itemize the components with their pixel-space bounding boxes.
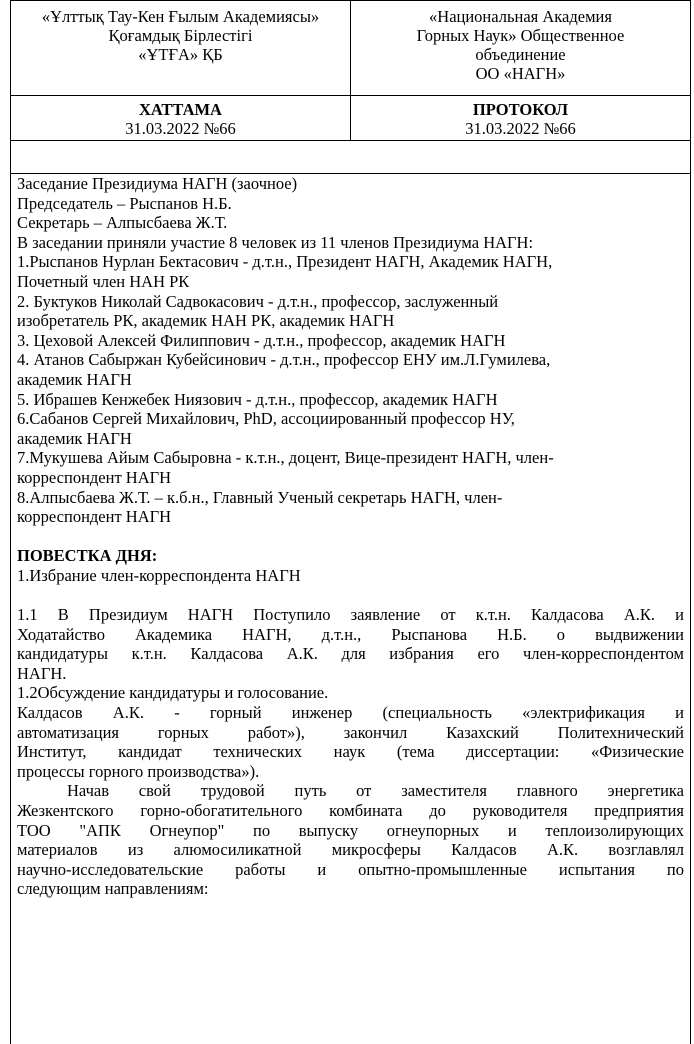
- doc-title-ru: ПРОТОКОЛ: [472, 100, 569, 119]
- org-name-ru-line: объединение: [475, 45, 566, 64]
- member-line: 3. Цеховой Алексей Филиппович - д.т.н., профессор, академик НАГН: [17, 330, 506, 350]
- paragraph-line: материалов из алюмосиликатной микросферы Калдасов А.К. возглавлял: [17, 840, 684, 860]
- org-name-kz-line: «ҰТҒА» ҚБ: [138, 45, 223, 64]
- member-line: изобретатель РК, академик НАН РК, академик НАГН: [17, 311, 395, 331]
- paragraph-line: Институт, кандидат технических наук (тема диссертации: «Физические: [17, 742, 684, 762]
- header-left-org: [11, 1, 351, 96]
- org-name-ru-line: ОО «НАГН»: [475, 64, 566, 83]
- doc-date-kz: 31.03.2022 №66: [125, 119, 236, 138]
- header-left-doc: [11, 96, 351, 141]
- agenda-item: 1.Избрание член-корреспондента НАГН: [17, 565, 301, 585]
- member-line: 5. Ибрашев Кенжебек Ниязович - д.т.н., профессор, академик НАГН: [17, 389, 498, 409]
- secretary-line: Секретарь – Алпысбаева Ж.Т.: [17, 213, 228, 233]
- paragraph-line: Ходатайство Академика НАГН, д.т.н., Рыспанова Н.Б. о выдвижении: [17, 624, 684, 644]
- org-name-kz-line: «Ұлттық Тау-Кен Ғылым Академиясы»: [41, 7, 320, 26]
- paragraph-line: следующим направлениям:: [17, 879, 209, 899]
- header-right-org: [351, 1, 691, 96]
- member-line: 8.Алпысбаева Ж.Т. – к.б.н., Главный Ученый секретарь НАГН, член-: [17, 487, 503, 507]
- agenda-subitem: 1.2Обсуждение кандидатуры и голосование.: [17, 683, 329, 703]
- org-name-ru-line: Горных Наук» Общественное: [416, 26, 625, 45]
- document-body: [10, 174, 691, 1044]
- agenda-title: ПОВЕСТКА ДНЯ:: [17, 546, 158, 566]
- paragraph-line: кандидатуры к.т.н. Калдасова А.К. для избрания его член-корреспондентом: [17, 644, 684, 664]
- paragraph-line: Начав свой трудовой путь от заместителя главного энергетика: [67, 781, 684, 801]
- meeting-title: Заседание Президиума НАГН (заочное): [17, 174, 298, 193]
- doc-date-ru: 31.03.2022 №66: [465, 119, 576, 138]
- paragraph-line: научно-исследовательские работы и опытно-промышленные испытания по: [17, 859, 684, 879]
- org-name-kz-line: Қоғамдық Бірлестігі: [108, 26, 253, 45]
- paragraph-line: процессы горного производства»).: [17, 761, 260, 781]
- member-line: академик НАГН: [17, 428, 132, 448]
- member-line: 4. Атанов Сабыржан Кубейсинович - д.т.н., профессор ЕНУ им.Л.Гумилева,: [17, 350, 551, 370]
- header-right-doc: [351, 96, 691, 141]
- org-name-ru-line: «Национальная Академия: [429, 7, 612, 26]
- paragraph-line: 1.1 В Президиум НАГН Поступило заявление от к.т.н. Калдасова А.К. и: [17, 605, 684, 625]
- member-line: 1.Рыспанов Нурлан Бектасович - д.т.н., Президент НАГН, Академик НАГН,: [17, 252, 553, 272]
- member-line: корреспондент НАГН: [17, 467, 172, 487]
- member-line: 7.Мукушева Айым Сабыровна - к.т.н., доцент, Вице-президент НАГН, член-: [17, 448, 554, 468]
- attendance-line: В заседании приняли участие 8 человек из 11 членов Президиума НАГН:: [17, 232, 534, 252]
- member-line: корреспондент НАГН: [17, 507, 172, 527]
- paragraph-line: Калдасов А.К. - горный инженер (специальность «электрификация и: [17, 703, 684, 723]
- member-line: академик НАГН: [17, 369, 132, 389]
- paragraph-line: НАГН.: [17, 663, 67, 683]
- member-line: Почетный член НАН РК: [17, 271, 190, 291]
- paragraph-line: Жезкентского горно-обогатительного комбината до руководителя предприятия: [17, 801, 684, 820]
- member-line: 6.Сабанов Сергей Михайлович, PhD, ассоциированный профессор НУ,: [17, 409, 515, 429]
- blank-line: [17, 527, 684, 547]
- header-spacer: [11, 141, 691, 174]
- paragraph-line: ТОО "АПК Огнеупор" по выпуску огнеупорных и теплоизолирующих: [17, 820, 684, 840]
- blank-line: [17, 585, 684, 605]
- member-line: 2. Буктуков Николай Садвокасович - д.т.н., профессор, заслуженный: [17, 291, 499, 311]
- header-table: [10, 0, 691, 174]
- doc-title-kz: ХАТТАМА: [139, 100, 222, 119]
- paragraph-line: автоматизация горных работ»), закончил Казахский Политехнический: [17, 722, 684, 742]
- chairman-line: Председатель – Рыспанов Н.Б.: [17, 193, 232, 213]
